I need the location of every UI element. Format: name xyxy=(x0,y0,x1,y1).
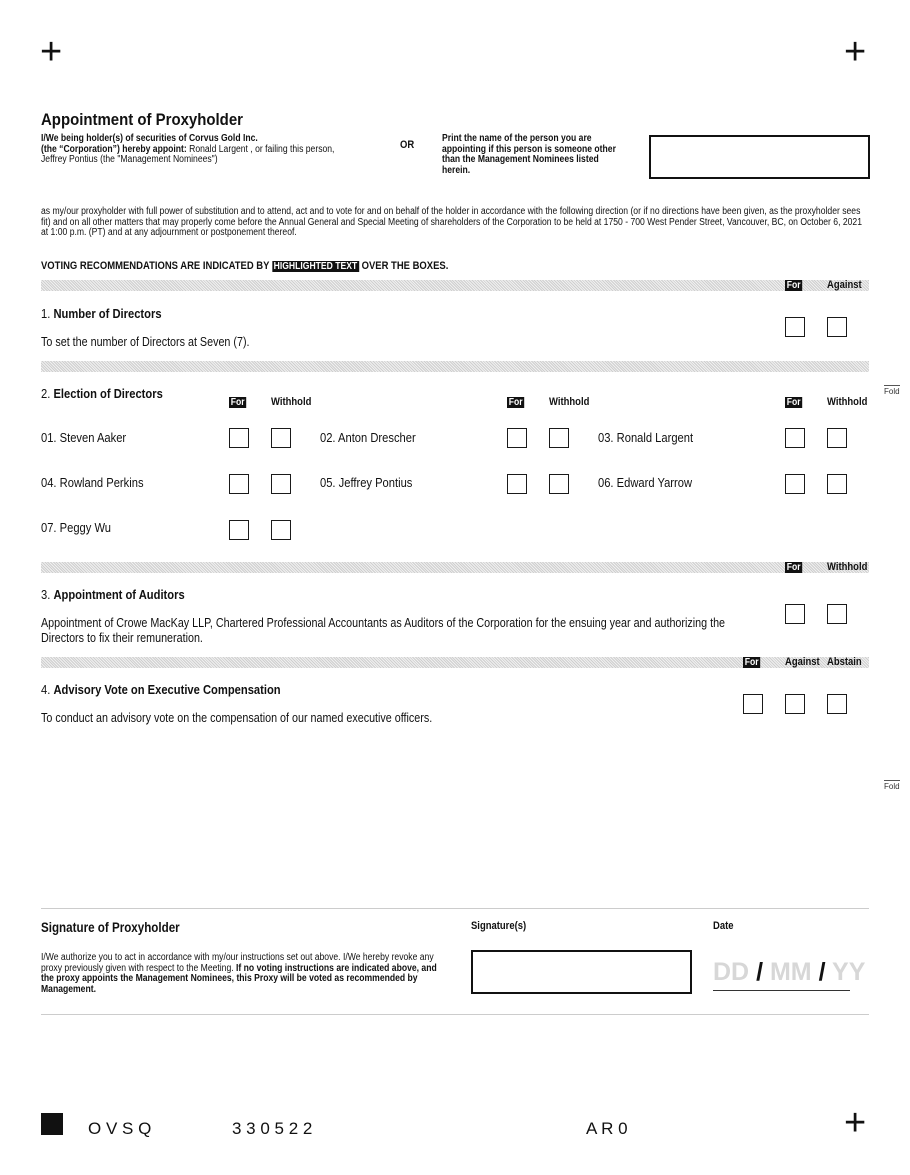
print-name-text: Print the name of the person you are appointing if this person is someone other than the Management Nominees listed herein. xyxy=(442,133,616,176)
date-slash: / xyxy=(818,958,826,986)
date-yy: YY xyxy=(832,958,866,986)
fold-mark: Fold xyxy=(884,387,900,396)
director-name: 05. Jeffrey Pontius xyxy=(320,475,413,490)
appointment-text xyxy=(41,134,385,166)
signature-text: I/We authorize you to act in accordance with my/our instructions set out above. I/We hereby revoke any proxy previously given with respect to the Meeting. If no voting instructions are indicated above, and the proxy appoints the Management Nominees, this Proxy will be voted as recommended by Management. xyxy=(41,952,437,995)
r3-for-header: For xyxy=(786,562,801,573)
resolution-1-title: 1. Number of Directors xyxy=(41,306,162,321)
director-01-withhold-checkbox[interactable] xyxy=(271,428,291,448)
r2-col3-withhold-header: Withhold xyxy=(827,396,868,408)
r3-withhold-header: Withhold xyxy=(827,561,868,573)
crop-mark-top-right: + xyxy=(844,31,867,73)
director-04-withhold-checkbox[interactable] xyxy=(271,474,291,494)
r4-abstain-checkbox[interactable] xyxy=(827,694,847,714)
proxy-text: as my/our proxyholder with full power of substitution and to attend, act and to vote for and on behalf of the holder in accordance with the following direction (or if no directions have been given, as the proxyholder sees fit) and on all other matters that may properly come before the Annual General and Special Meeting of shareholders of the Corporation to be held at 1750 - 700 West Pender Street, Vancouver, BC, on October 6, 2021 at 1:00 p.m. (PT) and at any adjournment or postponement thereof. xyxy=(41,206,862,238)
director-02-for-checkbox[interactable] xyxy=(507,428,527,448)
resolution-3-title: 3. Appointment of Auditors xyxy=(41,587,185,602)
director-name: 07. Peggy Wu xyxy=(41,520,112,535)
director-name: 03. Ronald Largent xyxy=(598,430,694,445)
director-03-for-checkbox[interactable] xyxy=(785,428,805,448)
director-name: 04. Rowland Perkins xyxy=(41,475,144,490)
date-slash: / xyxy=(756,958,764,986)
director-07-for-checkbox[interactable] xyxy=(229,520,249,540)
r4-against-header: Against xyxy=(785,656,820,668)
section-band-1 xyxy=(41,280,869,291)
director-05-withhold-checkbox[interactable] xyxy=(549,474,569,494)
page-title: Appointment of Proxyholder xyxy=(41,110,243,129)
director-name: 01. Steven Aaker xyxy=(41,430,127,445)
r2-col3-for-header: For xyxy=(786,397,801,408)
r2-col2-for-header: For xyxy=(508,397,523,408)
resolution-1-desc: To set the number of Directors at Seven (7). xyxy=(41,335,250,349)
divider xyxy=(41,908,869,909)
director-06-withhold-checkbox[interactable] xyxy=(827,474,847,494)
resolution-3-desc: Appointment of Crowe MacKay LLP, Chartered Professional Accountants as Auditors of the Corporation for the ensuing year and authorizing the Directors to fix their remuneration. xyxy=(41,616,726,645)
crop-mark-bottom-right: + xyxy=(844,1102,867,1144)
signature-field[interactable] xyxy=(471,950,692,994)
section-band-2 xyxy=(41,361,869,372)
r3-withhold-checkbox[interactable] xyxy=(827,604,847,624)
signatures-label: Signature(s) xyxy=(471,920,527,932)
footer-code-number: 3 3 0 5 2 2 xyxy=(232,1119,313,1138)
signature-title: Signature of Proxyholder xyxy=(41,920,180,935)
date-dd: DD xyxy=(713,958,750,986)
resolution-4-title: 4. Advisory Vote on Executive Compensation xyxy=(41,682,281,697)
r1-for-checkbox[interactable] xyxy=(785,317,805,337)
section-band-3 xyxy=(41,562,869,573)
resolution-4-desc: To conduct an advisory vote on the compensation of our named executive officers. xyxy=(41,711,433,725)
r1-against-header: Against xyxy=(827,279,862,291)
director-07-withhold-checkbox[interactable] xyxy=(271,520,291,540)
r4-for-header: For xyxy=(744,657,759,668)
crop-mark-top-left: + xyxy=(40,31,63,73)
proxyholder-name-field[interactable] xyxy=(649,135,870,179)
registration-square xyxy=(41,1113,63,1135)
director-02-withhold-checkbox[interactable] xyxy=(549,428,569,448)
director-01-for-checkbox[interactable] xyxy=(229,428,249,448)
r4-for-checkbox[interactable] xyxy=(743,694,763,714)
director-05-for-checkbox[interactable] xyxy=(507,474,527,494)
appointment-line3: Jeffrey Pontius (the "Management Nominees") xyxy=(41,154,218,165)
fold-mark: Fold xyxy=(884,782,900,791)
appointment-line2-bold: (the “Corporation”) hereby appoint: xyxy=(41,143,187,155)
director-name: 06. Edward Yarrow xyxy=(598,475,693,490)
director-06-for-checkbox[interactable] xyxy=(785,474,805,494)
footer-code-ar0: A R 0 xyxy=(586,1119,628,1138)
r1-against-checkbox[interactable] xyxy=(827,317,847,337)
r1-for-header: For xyxy=(786,280,801,291)
divider xyxy=(41,1014,869,1015)
appointment-line1: I/We being holder(s) of securities of Corvus Gold Inc. xyxy=(41,133,258,144)
r4-abstain-header: Abstain xyxy=(827,656,862,668)
or-label: OR xyxy=(400,139,415,151)
r2-col2-withhold-header: Withhold xyxy=(549,396,590,408)
r4-against-checkbox[interactable] xyxy=(785,694,805,714)
footer-code-ovsq: O V S Q xyxy=(88,1119,152,1138)
highlighted-text-sample: HIGHLIGHTED TEXT xyxy=(273,261,358,272)
r2-col1-for-header: For xyxy=(230,397,245,408)
director-03-withhold-checkbox[interactable] xyxy=(827,428,847,448)
date-field[interactable] xyxy=(713,958,866,991)
r2-col1-withhold-header: Withhold xyxy=(271,396,312,408)
date-mm: MM xyxy=(769,958,812,986)
director-04-for-checkbox[interactable] xyxy=(229,474,249,494)
voting-recommendations: VOTING RECOMMENDATIONS ARE INDICATED BY HIGHLIGHTED TEXT OVER THE BOXES. xyxy=(41,260,449,272)
r3-for-checkbox[interactable] xyxy=(785,604,805,624)
appointment-line2-rest: Ronald Largent , or failing this person, xyxy=(186,143,335,155)
resolution-2-title: 2. Election of Directors xyxy=(41,386,163,401)
director-name: 02. Anton Drescher xyxy=(320,430,416,445)
date-label: Date xyxy=(713,920,734,932)
